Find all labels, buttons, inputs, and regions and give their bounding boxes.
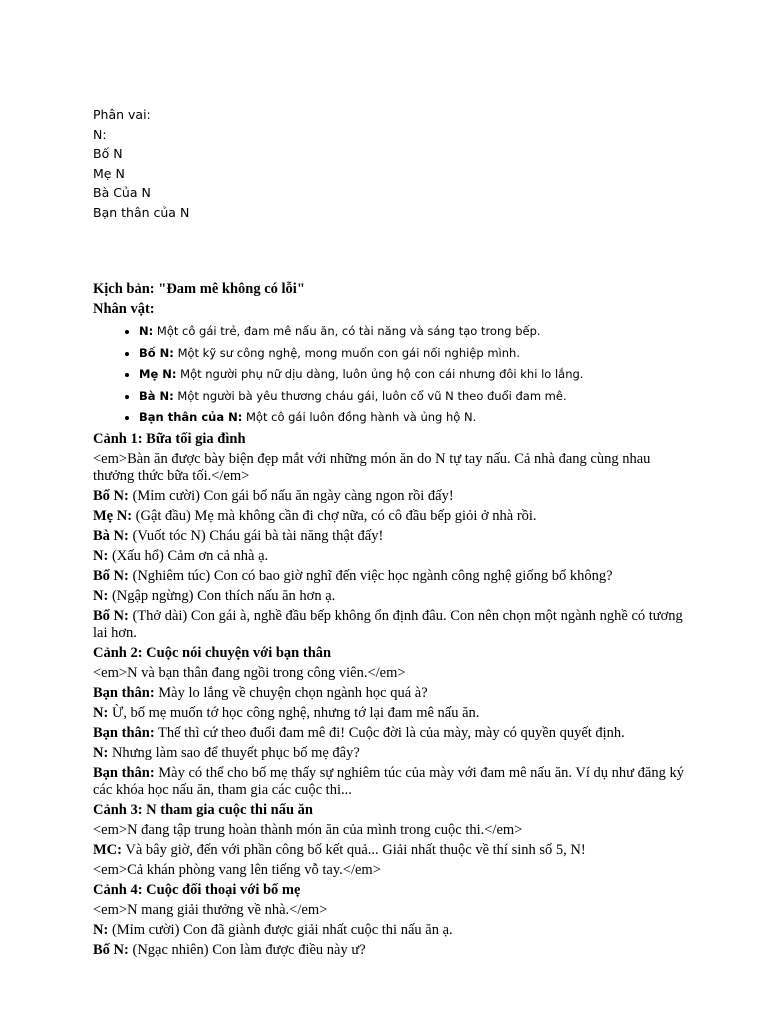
speaker-name: Bố N:: [93, 607, 129, 624]
speaker-name: N:: [93, 587, 109, 604]
dialogue-text: (Thở dài) Con gái à, nghề đầu bếp không ổn định đâu. Con nên chọn một ngành nghề có tương lai hơn.: [93, 607, 683, 641]
dialogue-line: [93, 608, 693, 642]
dialogue-text: (Ngập ngừng) Con thích nấu ăn hơn ạ.: [108, 587, 336, 604]
role-item: Bà Của N: [93, 185, 151, 200]
script-title: Kịch bản: "Đam mê không có lỗi": [93, 281, 305, 297]
stage-direction: <em>N mang giải thưởng về nhà.</em>: [93, 901, 328, 918]
role-item: N:: [93, 126, 107, 142]
dialogue-line: [93, 725, 693, 742]
speaker-name: MC:: [93, 841, 122, 858]
speaker-name: Bố N:: [93, 487, 129, 504]
dialogue-text: (Ngạc nhiên) Con làm được điều này ư?: [128, 941, 366, 958]
dialogue-text: (Xấu hổ) Cảm ơn cả nhà ạ.: [108, 547, 269, 564]
dialogue-text: Mày có thể cho bố mẹ thấy sự nghiêm túc của mày với đam mê nấu ăn. Ví dụ như đăng ký các khóa học nấu ăn, tham gia các cuộc thi...: [93, 764, 684, 798]
character-item: [139, 364, 693, 386]
stage-direction: <em>N và bạn thân đang ngồi trong công viên.</em>: [93, 664, 406, 681]
character-item: [139, 407, 693, 429]
dialogue-text: Và bây giờ, đến với phần công bố kết quả... Giải nhất thuộc về thí sinh số 5, N!: [122, 841, 586, 858]
speaker-name: Bạn thân:: [93, 724, 155, 741]
dialogue-line: [93, 568, 693, 585]
character-list: [93, 321, 693, 429]
dialogue-line: [93, 588, 693, 605]
stage-direction: <em>N đang tập trung hoàn thành món ăn của mình trong cuộc thi.</em>: [93, 821, 523, 838]
character-item: [139, 386, 693, 408]
dialogue-line: [93, 765, 693, 799]
scene-heading: Cảnh 4: Cuộc đối thoại với bố mẹ: [93, 881, 301, 898]
stage-direction: <em>Cả khán phòng vang lên tiếng vỗ tay.</em>: [93, 861, 381, 878]
character-name: Bà N:: [139, 388, 174, 403]
speaker-name: Bạn thân:: [93, 684, 155, 701]
dialogue-line: [93, 705, 693, 722]
dialogue-line: [93, 488, 693, 505]
dialogue-line: [93, 745, 693, 762]
dialogue-text: Thế thì cứ theo đuổi đam mê đi! Cuộc đời là của mày, mày có quyền quyết định.: [154, 724, 625, 741]
speaker-name: Bà N:: [93, 527, 129, 544]
script-section: [93, 281, 693, 962]
speaker-name: Bố N:: [93, 941, 129, 958]
character-desc: Một kỹ sư công nghệ, mong muốn con gái nối nghiệp mình.: [177, 345, 520, 360]
character-item: [139, 343, 693, 365]
role-item: Bố N: [93, 146, 123, 161]
speaker-name: Mẹ N:: [93, 507, 133, 524]
role-item: Mẹ N: [93, 165, 125, 181]
dialogue-text: Nhưng làm sao để thuyết phục bố mẹ đây?: [108, 744, 360, 761]
dialogue-line: [93, 548, 693, 565]
character-desc: Một cô gái luôn đồng hành và ủng hộ N.: [246, 410, 477, 424]
role-item: Bạn thân của N: [93, 204, 190, 220]
speaker-name: Bạn thân:: [93, 764, 155, 781]
dialogue-line: [93, 685, 693, 702]
dialogue-text: Ừ, bố mẹ muốn tớ học công nghệ, nhưng tớ lại đam mê nấu ăn.: [108, 704, 480, 721]
speaker-name: N:: [93, 704, 109, 721]
script-body: [93, 431, 693, 959]
character-name: Bố N:: [139, 345, 174, 360]
dialogue-text: (Gật đầu) Mẹ mà không cần đi chợ nữa, có cô đầu bếp giỏi ở nhà rồi.: [132, 507, 537, 524]
scene-heading: Cảnh 3: N tham gia cuộc thi nấu ăn: [93, 801, 313, 818]
roles-section: [93, 105, 189, 222]
character-item: [139, 321, 693, 343]
dialogue-line: [93, 842, 693, 859]
character-desc: Một người phụ nữ dịu dàng, luôn ủng hộ con cái nhưng đôi khi lo lắng.: [180, 367, 584, 381]
stage-direction: <em>Bàn ăn được bày biện đẹp mắt với những món ăn do N tự tay nấu. Cả nhà đang cùng nhau thưởng thức bữa tối.</em>: [93, 450, 651, 484]
dialogue-line: [93, 508, 693, 525]
dialogue-line: [93, 528, 693, 545]
characters-heading: Nhân vật:: [93, 301, 155, 317]
speaker-name: N:: [93, 921, 109, 938]
dialogue-text: (Nghiêm túc) Con có bao giờ nghĩ đến việc học ngành công nghệ giống bố không?: [128, 567, 613, 584]
character-desc: Một người bà yêu thương cháu gái, luôn cổ vũ N theo đuổi đam mê.: [177, 388, 567, 403]
dialogue-text: (Mỉm cười) Con gái bố nấu ăn ngày càng ngon rồi đấy!: [128, 487, 454, 504]
scene-heading: Cảnh 2: Cuộc nói chuyện với bạn thân: [93, 644, 332, 661]
dialogue-text: (Mỉm cười) Con đã giành được giải nhất cuộc thi nấu ăn ạ.: [108, 921, 453, 938]
speaker-name: Bố N:: [93, 567, 129, 584]
dialogue-text: (Vuốt tóc N) Cháu gái bà tài năng thật đấy!: [128, 527, 384, 544]
dialogue-text: Mày lo lắng về chuyện chọn ngành học quá à?: [154, 684, 428, 701]
character-desc: Một cô gái trẻ, đam mê nấu ăn, có tài năng và sáng tạo trong bếp.: [156, 324, 541, 338]
roles-heading: Phân vai:: [93, 107, 151, 122]
scene-heading: Cảnh 1: Bữa tối gia đình: [93, 430, 246, 447]
character-name: Mẹ N:: [139, 367, 177, 381]
dialogue-line: [93, 922, 693, 939]
dialogue-line: [93, 942, 693, 959]
character-name: Bạn thân của N:: [139, 410, 243, 424]
speaker-name: N:: [93, 547, 109, 564]
speaker-name: N:: [93, 744, 109, 761]
character-name: N:: [139, 324, 154, 338]
